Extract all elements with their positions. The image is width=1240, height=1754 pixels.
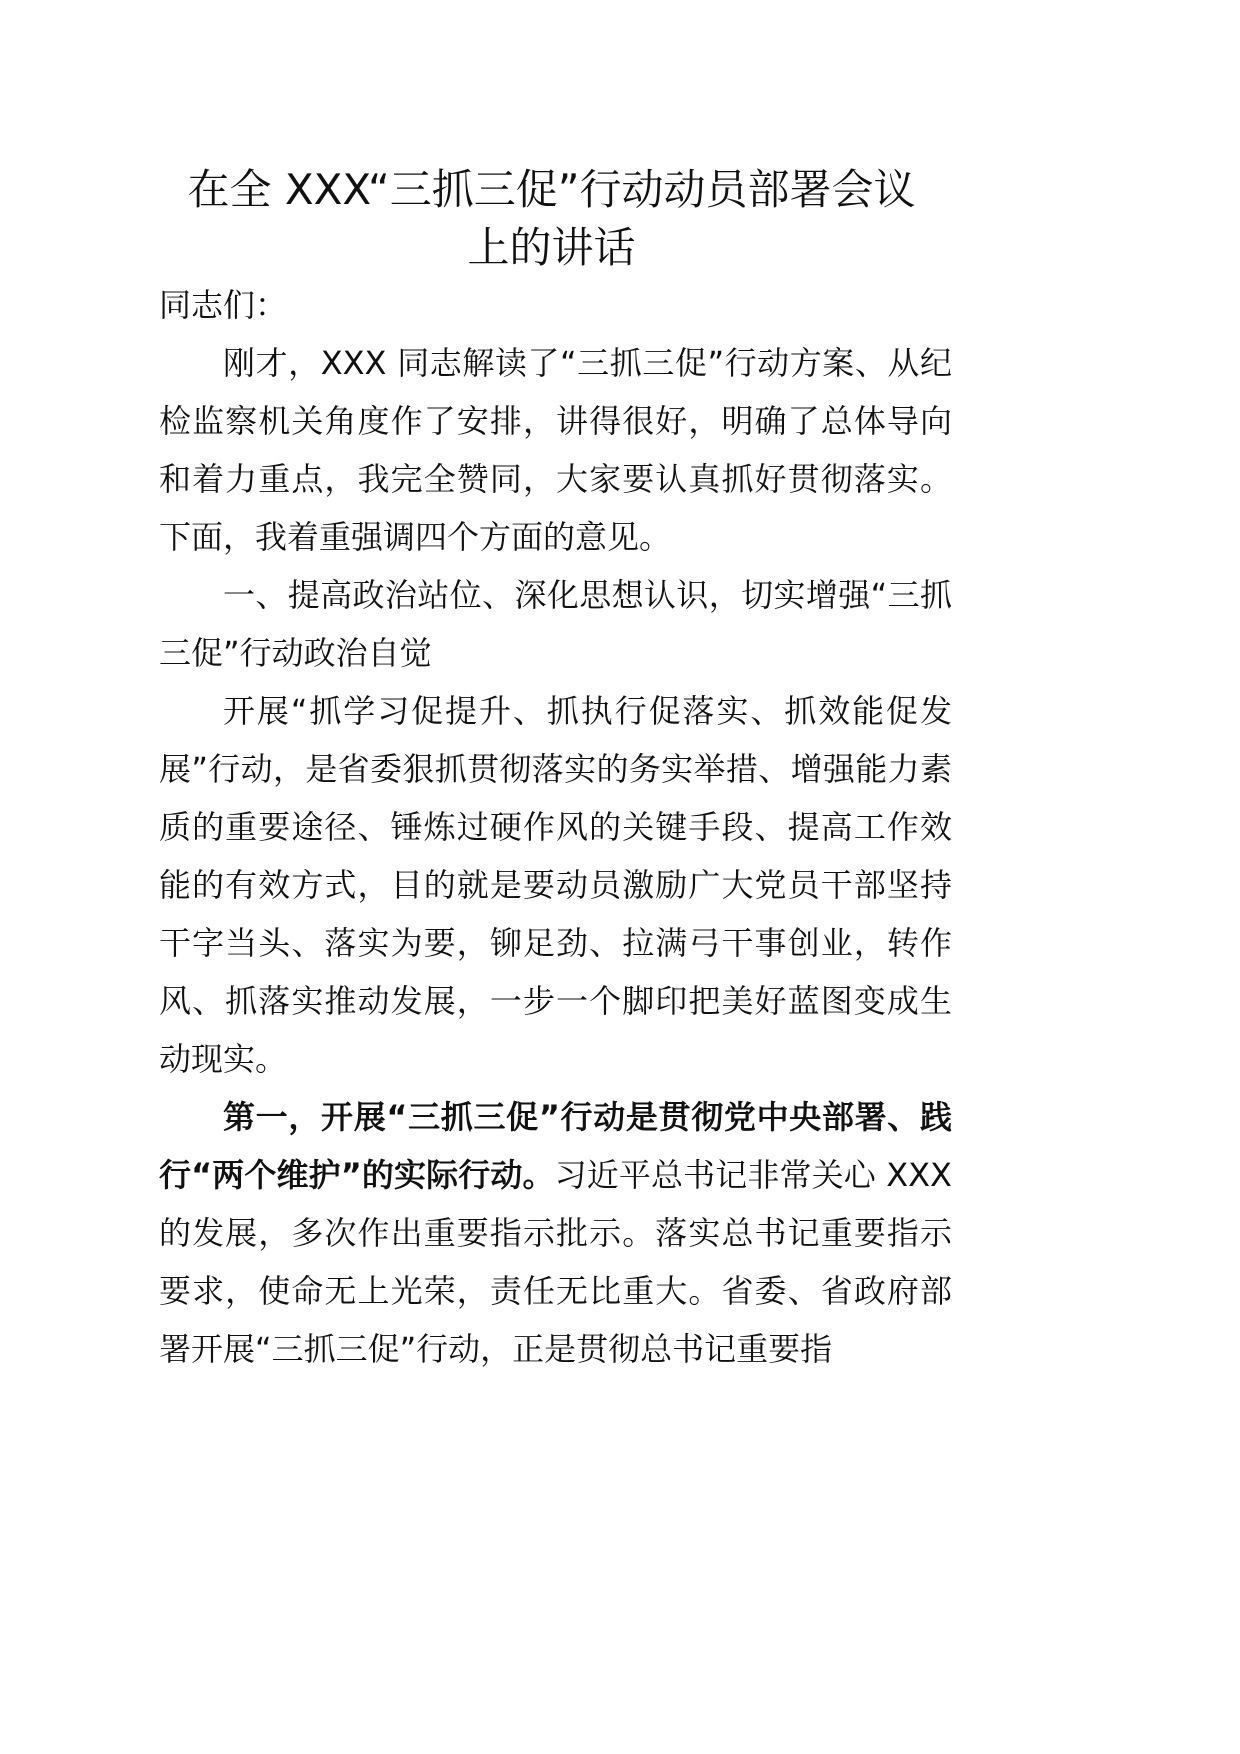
paragraph-section-1: 开展“抓学习促提升、抓执行促落实、抓效能促发展”行动，是省委狠抓贯彻落实的务实举措、增强能力素质的重要途径、锤炼过硬作风的关键手段、提高工作效能的有效方式，目的就是要动员激励广大党员干部坚持干字当头、落实为要，铆足劲、拉满弓干事创业，转作风、抓落实推动发展，一步一个脚印把美好蓝图变成生动现实。	[159, 692, 952, 1078]
document-title-line-1: 在全 XXX“三抓三促”行动动员部署会议	[187, 165, 916, 214]
paragraph-intro: 刚才，XXX 同志解读了“三抓三促”行动方案、从纪检监察机关角度作了安排，讲得很好，明确了总体导向和着力重点，我完全赞同，大家要认真抓好贯彻落实。下面，我着重强调四个方面的意见。	[159, 344, 952, 556]
document-body	[159, 276, 952, 1378]
point-1-lead: 第一，开展“三抓三促”行动是贯彻党中央部署、践行“两个维护”的实际行动。	[159, 1098, 952, 1194]
section-heading-1: 一、提高政治站位、深化思想认识，切实增强“三抓三促”行动政治自觉	[159, 576, 952, 672]
point-1-text: 习近平总书记非常关心 XXX 的发展，多次作出重要指示批示。落实总书记重要指示要求，使命无上光荣，责任无比重大。省委、省政府部署开展“三抓三促”行动，正是贯彻总书记重要指	[159, 1156, 952, 1368]
paragraph-point-1	[159, 1088, 952, 1378]
salutation: 同志们：	[159, 286, 288, 324]
document-title-line-2: 上的讲话	[467, 223, 636, 272]
